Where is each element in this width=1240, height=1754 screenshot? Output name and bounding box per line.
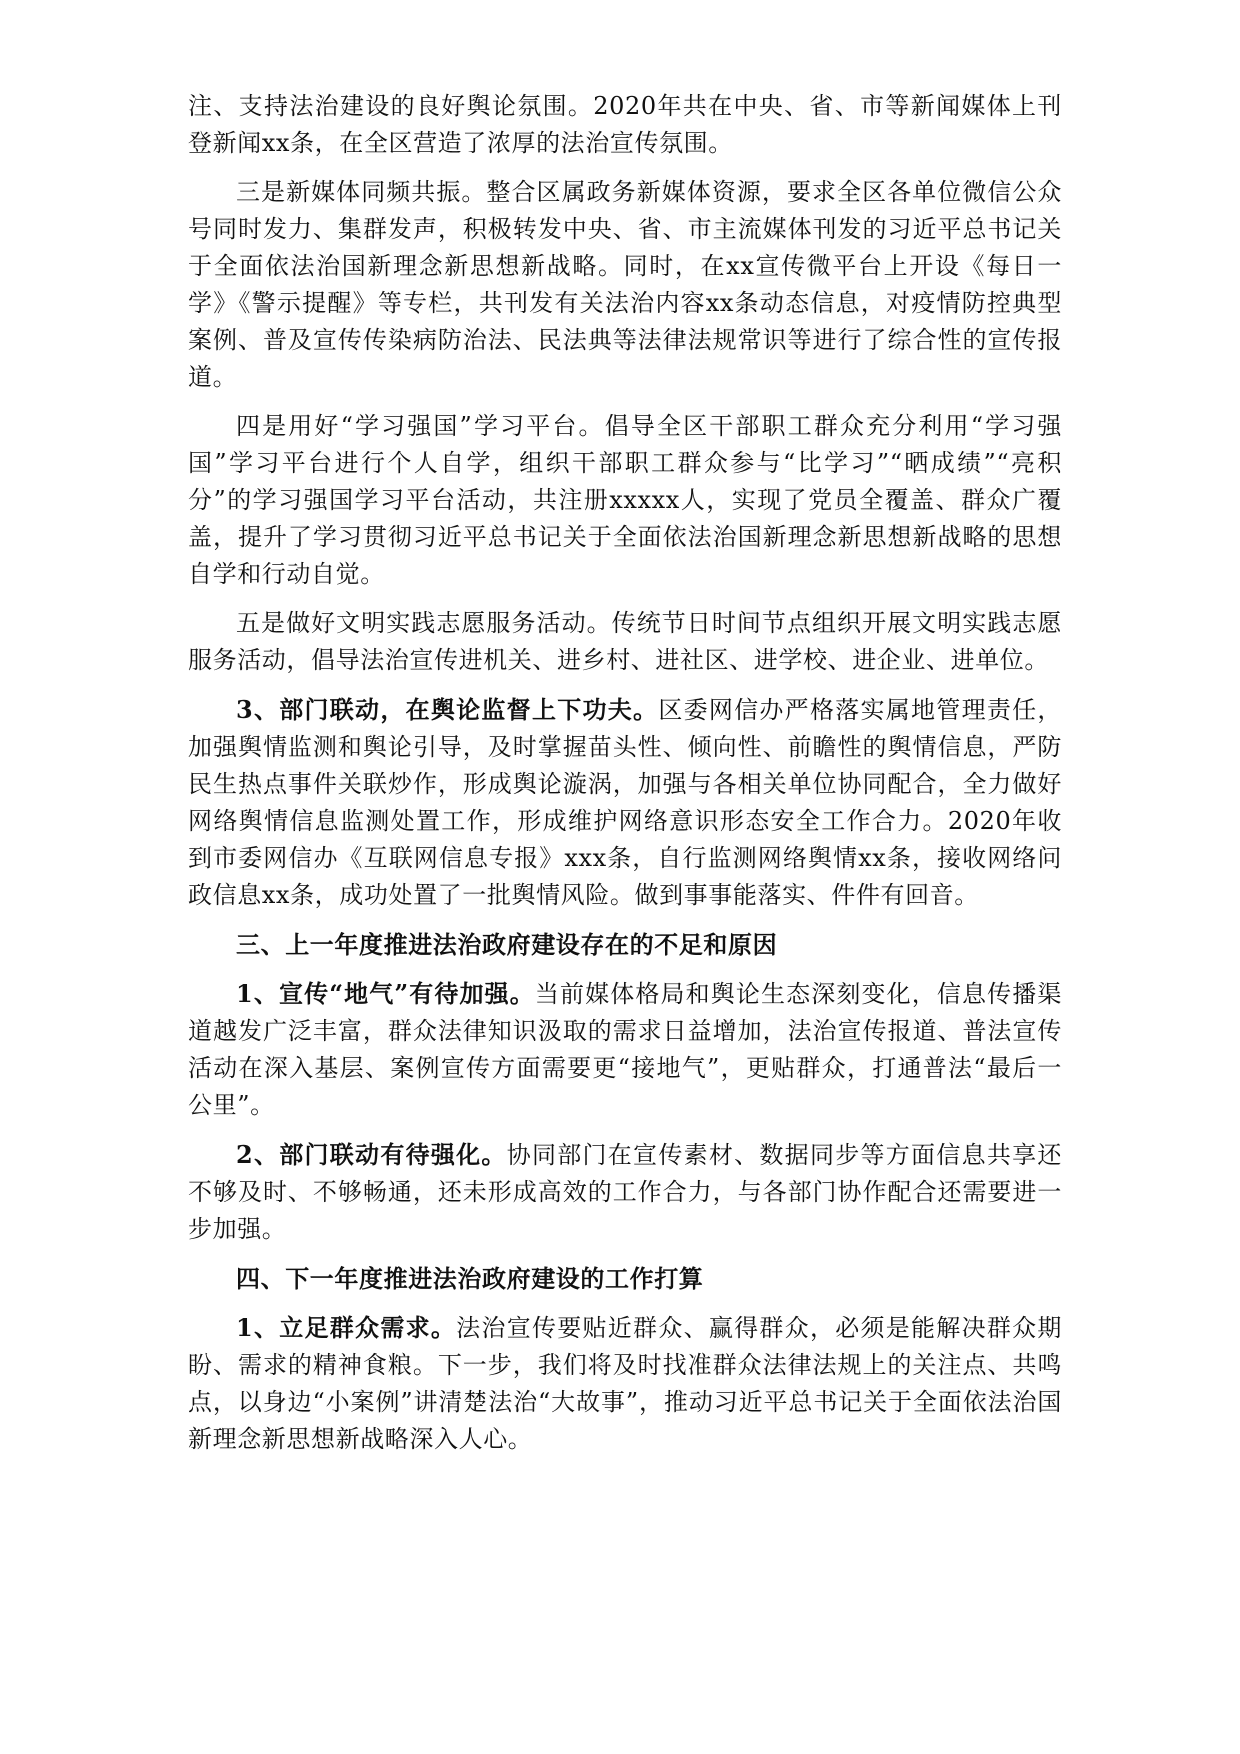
paragraph-lead: 3、部门联动，在舆论监督上下功夫。 — [236, 695, 659, 724]
paragraph-linkage-strengthen — [188, 1136, 1062, 1248]
paragraph-volunteer-service: 五是做好文明实践志愿服务活动。传统节日时间节点组织开展文明实践志愿服务活动，倡导法治宣传进机关、进乡村、进社区、进学校、进企业、进单位。 — [188, 609, 1062, 674]
paragraph-body: 协同部门在宣传素材、数据同步等方面信息共享还不够及时、不够畅通，还未形成高效的工作合力，与各部门协作配合还需要进一步加强。 — [188, 1141, 1062, 1243]
section-heading-plans: 四、下一年度推进法治政府建设的工作打算 — [236, 1264, 704, 1293]
paragraph-public-needs — [188, 1309, 1062, 1458]
paragraph-lead: 1、宣传“地气”有待加强。 — [236, 979, 535, 1008]
paragraph-xuexi-qiangguo: 四是用好“学习强国”学习平台。倡导全区干部职工群众充分利用“学习强国”学习平台进行个人自学，组织干部职工群众参与“比学习”“晒成绩”“亮积分”的学习强国学习平台活动，共注册xxxxx人，实现了党员全覆盖、群众广覆盖，提升了学习贯彻习近平总书记关于全面依法治国新理念新思想新战略的思想自学和行动自觉。 — [188, 412, 1062, 588]
paragraph-department-linkage — [188, 691, 1062, 914]
paragraph-lead: 1、立足群众需求。 — [236, 1313, 457, 1342]
paragraph-body: 当前媒体格局和舆论生态深刻变化，信息传播渠道越发广泛丰富，群众法律知识汲取的需求日益增加，法治宣传报道、普法宣传活动在深入基层、案例宣传方面需要更“接地气”，更贴群众，打通普法“最后一公里”。 — [188, 980, 1062, 1119]
paragraph-body: 法治宣传要贴近群众、赢得群众，必须是能解决群众期盼、需求的精神食粮。下一步，我们将及时找准群众法律法规上的关注点、共鸣点，以身边“小案例”讲清楚法治“大故事”，推动习近平总书记关于全面依法治国新理念新思想新战略深入人心。 — [188, 1314, 1062, 1453]
paragraph-body: 区委网信办严格落实属地管理责任，加强舆情监测和舆论引导，及时掌握苗头性、倾向性、前瞻性的舆情信息，严防民生热点事件关联炒作，形成舆论漩涡，加强与各相关单位协同配合，全力做好网络舆情信息监测处置工作，形成维护网络意识形态安全工作合力。2020年收到市委网信办《互联网信息专报》xxx条，自行监测网络舆情xx条，接收网络问政信息xx条，成功处置了一批舆情风险。做到事事能落实、件件有回音。 — [188, 696, 1062, 909]
paragraph-grassroots-publicity — [188, 975, 1062, 1124]
paragraph-continuation: 注、支持法治建设的良好舆论氛围。2020年共在中央、省、市等新闻媒体上刊登新闻xx条，在全区营造了浓厚的法治宣传氛围。 — [188, 92, 1062, 157]
paragraph-lead: 2、部门联动有待强化。 — [236, 1140, 507, 1169]
paragraph-new-media: 三是新媒体同频共振。整合区属政务新媒体资源，要求全区各单位微信公众号同时发力、集群发声，积极转发中央、省、市主流媒体刊发的习近平总书记关于全面依法治国新理念新思想新战略。同时，在xx宣传微平台上开设《每日一学》《警示提醒》等专栏，共刊发有关法治内容xx条动态信息，对疫情防控典型案例、普及宣传传染病防治法、民法典等法律法规常识等进行了综合性的宣传报道。 — [188, 178, 1062, 391]
section-heading-shortcomings: 三、上一年度推进法治政府建设存在的不足和原因 — [236, 930, 778, 959]
